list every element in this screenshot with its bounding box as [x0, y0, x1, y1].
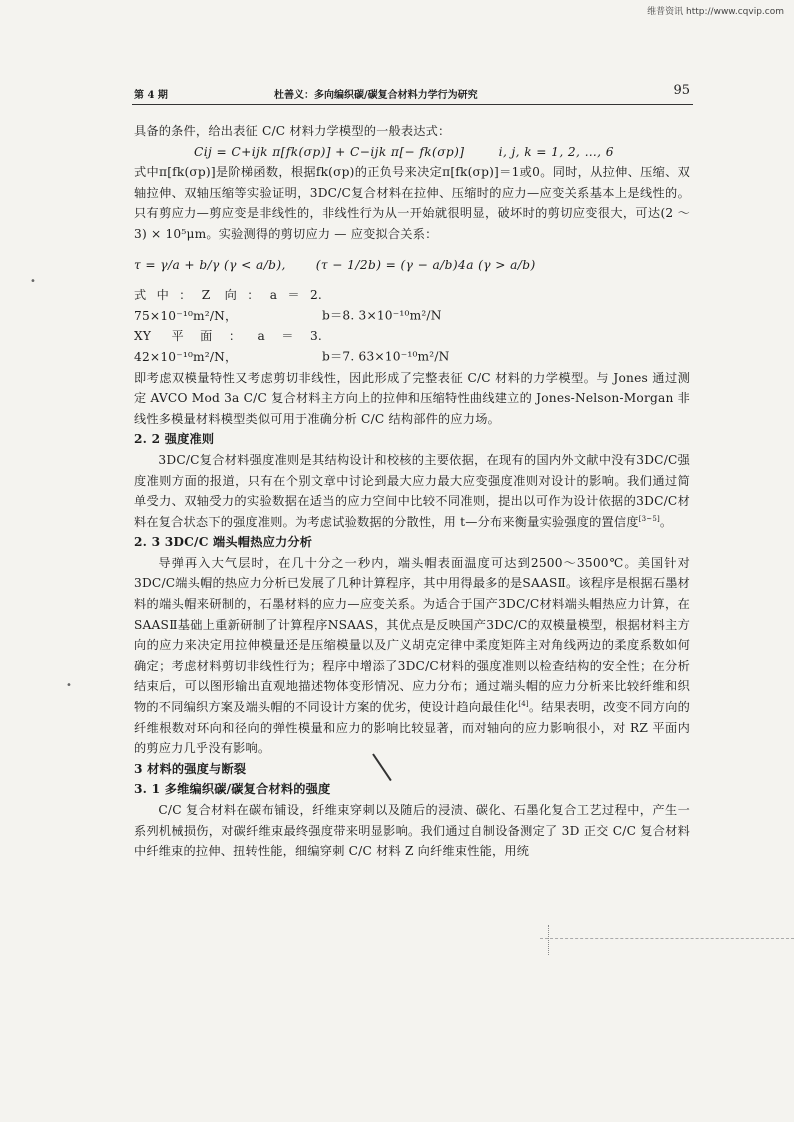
- issue-label: 第 4 期: [134, 90, 168, 101]
- scan-artifact-dots: [548, 925, 559, 955]
- equation-explanation-paragraph: 式中π[fk(σp)]是阶梯函数，根据fk(σp)的正负号来决定π[fk(σp)]＝1或0。同时，从拉伸、压缩、双轴拉伸、双轴压缩等实验证明，3DC/C复合材料在拉伸、压缩时的应力—应变关系基本上是线性的。只有剪应力—剪应变是非线性的，非线性行为从一开始就很明显，破坏时的剪切应变很大，可达(2 ～ 3) × 10⁵μm。实验测得的剪切应力 — 应变拟合关系：: [134, 165, 690, 241]
- section-2-2-paragraph: [134, 450, 690, 532]
- intro-paragraph: 具备的条件，给出表征 C/C 材料力学模型的一般表达式：: [134, 124, 451, 138]
- model-paragraph: 即考虑双模量特性又考虑剪切非线性，因此形成了完整表征 C/C 材料的力学模型。与 Jones 通过测定 AVCO Mod 3a C/C 复合材料主方向上的拉伸和压缩特性曲线建立的 Jones-Nelson-Morgan 非线性多模量材料模型类似可用于准确分析 C/C 结构部件的应力场。: [134, 370, 690, 426]
- section-3-1-heading: 3. 1 多维编织碳/碳复合材料的强度: [134, 782, 331, 797]
- definition-xy-b: b＝7. 63×10⁻¹⁰m²/N: [322, 349, 450, 364]
- equation-stiffness: [134, 142, 690, 163]
- definition-z-a: 式中：Z 向：a＝2. 75×10⁻¹⁰m²/N，: [134, 288, 322, 323]
- citation-4: [4]: [518, 699, 529, 708]
- section-2-3-paragraph: [134, 553, 690, 759]
- scan-artifact-line: [540, 938, 794, 939]
- section-2-3-text-a: 导弹再入大气层时，在几十分之一秒内，端头帽表面温度可达到2500～3500℃。美国针对3DC/C端头帽的热应力分析已发展了几种计算程序，其中用得最多的是SAASⅡ。该程序是根据石墨材料的端头帽来研制的，石墨材料的应力—应变关系。为适合于国产3DC/C材料端头帽热应力计算，在SAASⅡ基础上重新研制了计算程序NSAAS，其优点是反映国产3DC/C的双模量模型，根据材料主方向的应力来决定用拉伸模量还是压缩模量以及广义胡克定律中柔度矩阵主对角线两边的柔度系数如何确定；考虑材料剪切非线性行为；程序中增添了3DC/C材料的强度准则以检查结构的安全性；在分析结束后，可以图形输出直观地描述物体变形情况、应力分布；通过端头帽的应力分析来比较纤维和织物的不同编织方案及端头帽的不同设计方案的优劣，使设计趋向最佳化: [134, 555, 690, 715]
- equation-shear-part2: (τ − 1/2b) = (γ − a/b)4a (γ > a/b): [315, 257, 536, 272]
- section-3-heading: 3 材料的强度与断裂: [134, 761, 247, 776]
- section-3-1-paragraph: C/C 复合材料在碳布铺设，纤维束穿刺以及随后的浸渍、碳化、石墨化复合工艺过程中，产生一系列机械损伤，对碳纤维束最终强度带来明显影响。我们通过自制设备测定了 3D 正交 C/C 复合材料中纤维束的拉伸、扭转性能，细编穿刺 C/C 材料 Z 向纤维束性能，用统: [134, 803, 690, 859]
- section-2-3-text-b: 。结果表明，改变不同方向的纤维根数对环向和径向的弹性模量和应力的影响比较显著，而对轴向的应力影响很小，对 RZ 平面内的剪应力几乎没有影响。: [134, 700, 690, 756]
- definition-z-b: b＝8. 3×10⁻¹⁰m²/N: [322, 308, 442, 323]
- margin-dot: •: [66, 680, 72, 691]
- article-body: [134, 121, 690, 862]
- margin-dot: •: [30, 276, 36, 287]
- equation-shear-part1: τ = γ/a + b/γ (γ < a/b),: [134, 257, 286, 272]
- section-2-2-end: 。: [659, 514, 673, 529]
- definition-xy-a: XY 平面：a＝3. 42×10⁻¹⁰m²/N，: [134, 329, 322, 364]
- citation-3-5: [3~5]: [638, 514, 660, 523]
- page-number: 95: [673, 83, 690, 98]
- watermark: 维普资讯 http://www.cqvip.com: [647, 7, 784, 17]
- equation-stiffness-main: Cij = C+ijk π[fk(σp)] + C−ijk π[− fk(σp)]: [194, 144, 465, 159]
- section-2-3-heading: 2. 3 3DC/C 端头帽热应力分析: [134, 535, 313, 550]
- definition-xy: [134, 326, 690, 367]
- definition-z: [134, 285, 690, 326]
- section-2-2-text: 3DC/C复合材料强度准则是其结构设计和校核的主要依据，在现有的国内外文献中没有3DC/C强度准则方面的报道，只有在个别文章中讨论到最大应力最大应变强度准则对设计的影响。我们通过简单受力、双轴受力的实验数据在适当的应力空间中比较不同准则，提出以可作为设计依据的3DC/C材料在复合状态下的强度准则。为考虑试验数据的分散性，用 t—分布来衡量实验强度的置信度: [134, 452, 690, 529]
- equation-shear: [134, 255, 690, 276]
- running-title: 杜善义：多向编织碳/碳复合材料力学行为研究: [274, 90, 478, 101]
- equation-stiffness-indices: i, j, k = 1, 2, …, 6: [498, 144, 614, 159]
- header-rule: [132, 104, 693, 105]
- section-2-2-heading: 2. 2 强度准则: [134, 432, 215, 447]
